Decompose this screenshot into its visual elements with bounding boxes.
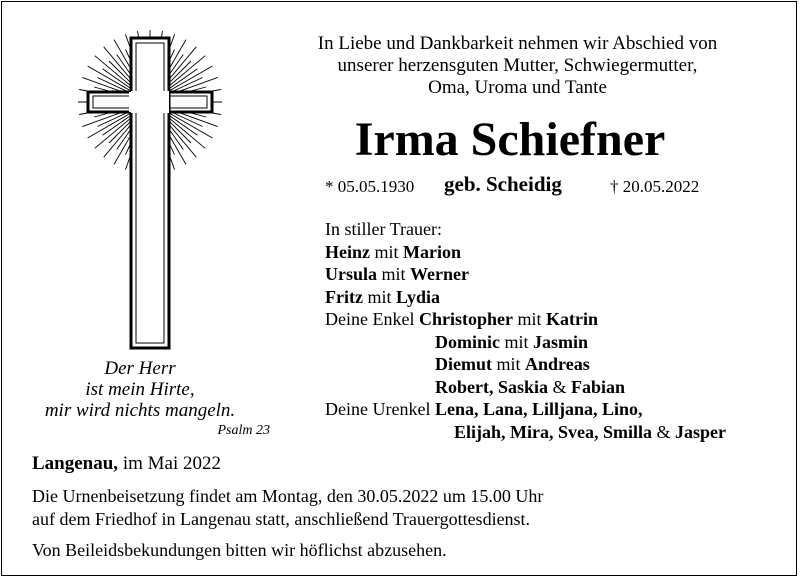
psalm-line: ist mein Hirte, xyxy=(85,379,195,400)
maiden-name: geb. Scheidig xyxy=(444,172,562,196)
birth-date: * 05.05.1930 xyxy=(325,177,415,196)
death-date: † 20.05.2022 xyxy=(610,177,700,196)
partner-name: Jasmin xyxy=(533,331,589,352)
mourners-list xyxy=(325,218,726,443)
partner-name: Marion xyxy=(403,241,462,262)
mourner-name: Dominic xyxy=(435,331,500,352)
mourners-heading: In stiller Trauer: xyxy=(325,219,442,239)
with-word: mit xyxy=(367,286,392,307)
psalm-line: Der Herr xyxy=(104,358,176,379)
mourner-names: Elijah, Mira, Svea, Smilla xyxy=(454,421,652,442)
psalm-line: mir wird nichts mangeln. xyxy=(44,400,236,421)
partner-name: Lydia xyxy=(395,286,441,307)
date: im Mai 2022 xyxy=(122,453,221,474)
with-word: mit xyxy=(374,241,399,262)
intro-text xyxy=(285,33,750,99)
place-date xyxy=(32,453,221,475)
intro-line: Oma, Uroma und Tante xyxy=(428,77,607,98)
mourner-name: Diemut xyxy=(435,354,492,374)
with-word: mit xyxy=(496,354,521,374)
partner-name: Andreas xyxy=(525,354,590,374)
ampersand: & xyxy=(552,376,567,397)
list-item xyxy=(325,263,726,286)
with-word: mit xyxy=(381,264,406,284)
list-item xyxy=(325,331,726,354)
with-word: mit xyxy=(504,331,529,352)
mourner-names: Lena, Lana, Lilljana, Lino, xyxy=(434,399,643,419)
funeral-info xyxy=(32,485,543,531)
mourner-name: Christopher xyxy=(418,309,513,329)
list-item xyxy=(325,241,726,264)
cross-icon xyxy=(60,30,240,360)
ampersand: & xyxy=(656,421,671,442)
mourner-name: Jasper xyxy=(675,421,727,442)
grandchildren-label: Deine Enkel xyxy=(325,309,415,329)
psalm-reference: Psalm 23 xyxy=(217,423,270,438)
intro-line: In Liebe und Dankbarkeit nehmen wir Abschied von xyxy=(317,33,718,54)
list-item xyxy=(325,421,726,444)
mourner-name: Heinz xyxy=(325,241,370,262)
funeral-line: Die Urnenbeisetzung findet am Montag, den 30.05.2022 um 15.00 Uhr xyxy=(32,486,544,506)
list-item xyxy=(325,308,726,331)
list-item xyxy=(325,353,726,376)
town: Langenau, xyxy=(32,453,119,474)
partner-name: Katrin xyxy=(545,309,598,329)
with-word: mit xyxy=(517,309,542,329)
mourner-name: Fabian xyxy=(571,376,626,397)
deceased-name: Irma Schiefner xyxy=(354,113,666,166)
partner-name: Werner xyxy=(410,264,470,284)
list-item xyxy=(325,376,726,399)
great-grandchildren-label: Deine Urenkel xyxy=(325,399,431,419)
funeral-line: auf dem Friedhof in Langenau statt, anschließend Trauergottesdienst. xyxy=(32,509,531,529)
list-item xyxy=(325,286,726,309)
psalm-quote xyxy=(40,358,240,421)
mourner-name: Fritz xyxy=(325,286,363,307)
intro-line: unserer herzensguten Mutter, Schwiegermutter, xyxy=(337,55,698,76)
list-item xyxy=(325,398,726,421)
mourner-names: Robert, Saskia xyxy=(435,376,549,397)
mourner-name: Ursula xyxy=(325,264,378,284)
condolence-note: Von Beileidsbekundungen bitten wir höflichst abzusehen. xyxy=(32,540,447,560)
